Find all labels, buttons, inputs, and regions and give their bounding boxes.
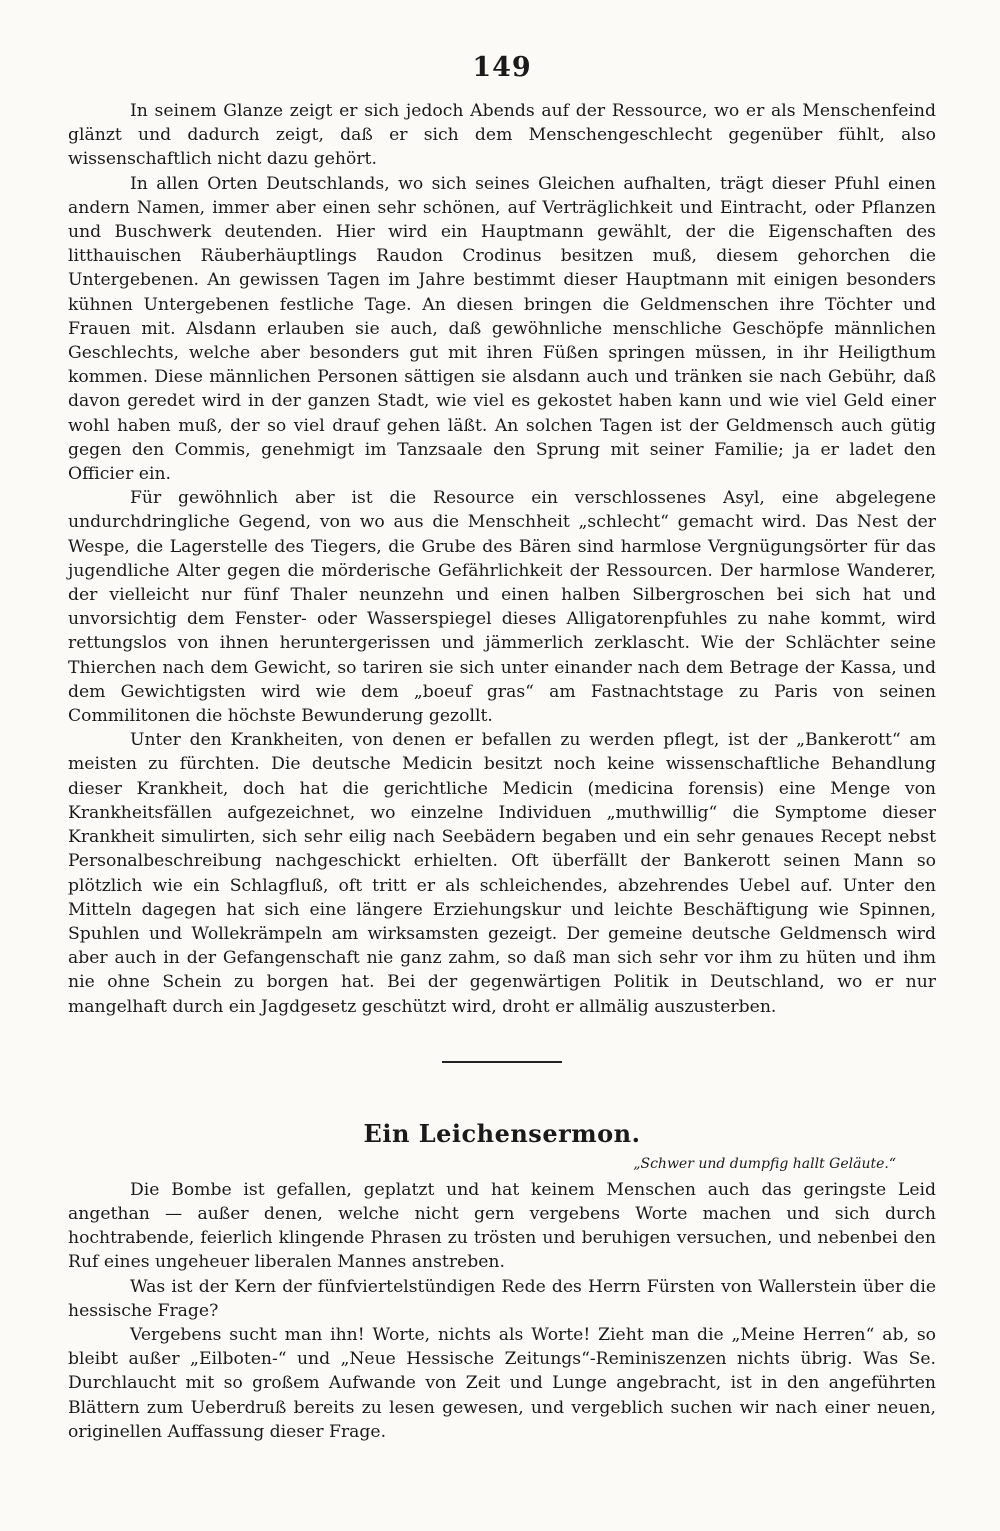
epigraph: „Schwer und dumpfig hallt Geläute.“ <box>633 1155 896 1172</box>
paragraph: Für gewöhnlich aber ist die Resource ein verschlossenes Asyl, eine abgelegene undurchdringliche Gegend, von wo aus die Menschheit „schlecht“ gemacht wird. Das Nest der Wespe, die Lagerstelle des Tiegers, die Grube des Bären sind harmlose Vergnügungsörter für das jugendliche Alter gegen die mörderische Gefährlichkeit der Ressourcen. Der harmlose Wanderer, der vielleicht nur fünf Thaler neunzehn und einen halben Silbergroschen bei sich hat und unvorsichtig dem Fenster- oder Wasserspiegel dieses Alligatorenpfuhles zu nahe kommt, wird rettungslos von ihnen heruntergerissen und jämmerlich zerklascht. Wie der Schlächter seine Thierchen nach dem Gewicht, so tariren sie sich unter einander nach dem Betrage der Kassa, und dem Gewichtigsten wird wie dem „boeuf gras“ am Fastnachtstage zu Paris von seinen Commilitonen die höchste Bewunderung gezollt. <box>68 488 936 727</box>
section-title: Ein Leichensermon. <box>363 1118 641 1148</box>
paragraph: In allen Orten Deutschlands, wo sich seines Gleichen aufhalten, trägt dieser Pfuhl einen andern Namen, immer aber einen sehr schönen, auf Verträglichkeit und Eintracht, oder Pflanzen und Buschwerk deutenden. Hier wird ein Hauptmann gewählt, der die Eigenschaften des litthauischen Räuberhäuptlings Raudon Crodinus besitzen muß, diesem gehorchen die Untergebenen. An gewissen Tagen im Jahre bestimmt dieser Hauptmann mit einigen besonders kühnen Untergebenen festliche Tage. An diesen bringen die Geldmenschen ihre Töchter und Frauen mit. Alsdann erlauben sie auch, daß gewöhnliche menschliche Geschöpfe männlichen Geschlechts, welche aber besonders gut mit ihren Füßen springen müssen, in ihr Heiligthum kommen. Diese männlichen Personen sättigen sie alsdann auch und tränken sie nach Gebühr, daß davon geredet wird in der ganzen Stadt, wie viel es gekostet haben kann und wie viel Geld einer wohl haben muß, der so viel drauf gehen läßt. An solchen Tagen ist der Geldmensch auch gütig gegen den Commis, genehmigt im Tanzsaale den Sprung mit seiner Familie; ja er ladet den Officier ein. <box>68 173 936 485</box>
document-page <box>68 52 936 1444</box>
paragraph: Unter den Krankheiten, von denen er befallen zu werden pflegt, ist der „Bankerott“ am meisten zu fürchten. Die deutsche Medicin besitzt noch keine wissenschaftliche Behandlung dieser Krankheit, doch hat die gerichtliche Medicin (medicina forensis) eine Menge von Krankheitsfällen aufgezeichnet, wo einzelne Individuen „muthwillig“ die Symptome dieser Krankheit simulirten, sich sehr eilig nach Seebädern begaben und ein sehr genaues Recept nebst Personalbeschreibung nachgeschickt erhielten. Oft überfällt der Bankerott seinen Mann so plötzlich wie ein Schlagfluß, oft tritt er als schleichendes, abzehrendes Uebel auf. Unter den Mitteln dagegen hat sich eine längere Erziehungskur und leichte Beschäftigung wie Spinnen, Spuhlen und Wollekrämpeln am wirksamsten gezeigt. Der gemeine deutsche Geldmensch wird aber auch in der Gefangenschaft nie ganz zahm, so daß man sich sehr vor ihm zu hüten und ihm nie ohne Schein zu borgen hat. Bei der gegenwärtigen Politik in Deutschland, wo er nur mangelhaft durch ein Jagdgesetz geschützt wird, droht er allmälig auszusterben. <box>68 730 936 1017</box>
page-number: 149 <box>472 52 532 83</box>
paragraph: Was ist der Kern der fünfviertelstündigen Rede des Herrn Fürsten von Wallerstein über die hessische Frage? <box>68 1276 936 1321</box>
paragraph: Vergebens sucht man ihn! Worte, nichts als Worte! Zieht man die „Meine Herren“ ab, so bleibt außer „Eilboten-“ und „Neue Hessische Zeitungs“-Reminiszenzen nichts übrig. Was Se. Durchlaucht mit so großem Aufwande von Zeit und Lunge angebracht, ist in den angeführten Blättern zum Ueberdruß bereits zu lesen gewesen, und vergeblich suchen wir nach einer neuen, originellen Auffassung dieser Frage. <box>68 1324 936 1442</box>
section-divider <box>442 1061 562 1063</box>
paragraph: Die Bombe ist gefallen, geplatzt und hat keinem Menschen auch das geringste Leid angethan — außer denen, welche nicht gern vergebens Worte machen und sich durch hochtrabende, feierlich klingende Phrasen zu trösten und beruhigen versuchen, und nebenbei den Ruf eines ungeheuer liberalen Mannes anstreben. <box>68 1179 936 1273</box>
paragraph: In seinem Glanze zeigt er sich jedoch Abends auf der Ressource, wo er als Menschenfeind glänzt und dadurch zeigt, daß er sich dem Menschengeschlecht gegenüber fühlt, also wissenschaftlich nicht dazu gehört. <box>68 101 936 170</box>
